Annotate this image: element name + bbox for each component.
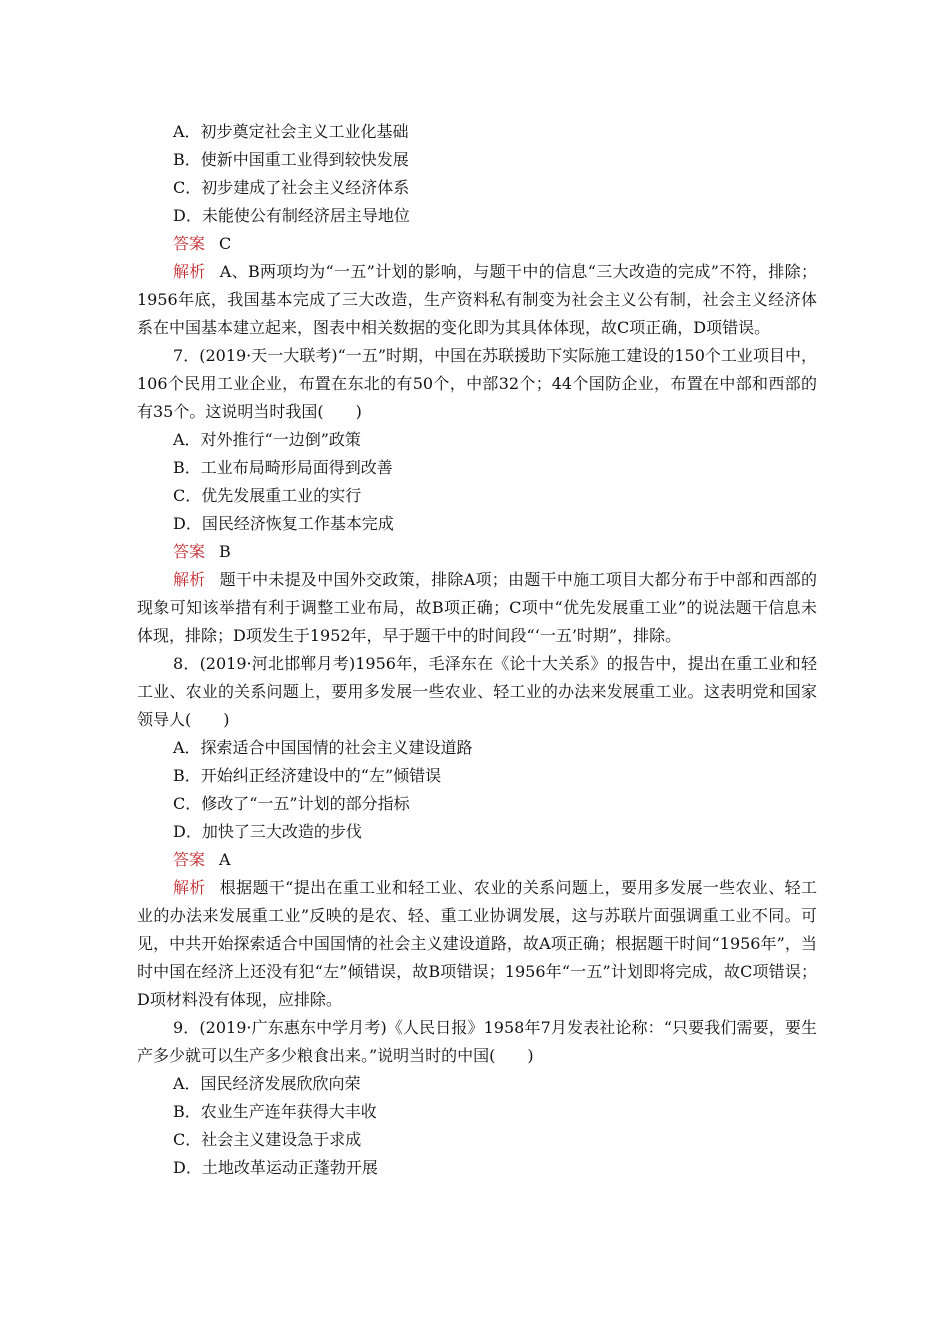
q9-stem: 9．(2019·广东惠东中学月考)《人民日报》1958年7月发表社论称：“只要我们需要，要生产多少就可以生产多少粮食出来。”说明当时的中国( ) [137, 1018, 817, 1065]
q7-answer [137, 538, 817, 566]
q6-analysis [137, 258, 817, 342]
q8-stem: 8．(2019·河北邯郸月考)1956年，毛泽东在《论十大关系》的报告中，提出在重工业和轻工业、农业的关系问题上，要用多发展一些农业、轻工业的办法来发展重工业。这表明党和国家领导人( ) [137, 654, 817, 729]
q8-option-a: A．探索适合中国国情的社会主义建设道路 [173, 738, 473, 757]
q7-analysis [137, 566, 817, 650]
page-content [137, 118, 817, 1182]
analysis-label: 解析 [173, 878, 206, 897]
analysis-label: 解析 [173, 262, 206, 281]
analysis-label: 解析 [173, 570, 206, 589]
q7-option-d: D．国民经济恢复工作基本完成 [173, 514, 394, 533]
q9-option-b: B．农业生产连年获得大丰收 [173, 1102, 377, 1121]
q8-option-b: B．开始纠正经济建设中的“左”倾错误 [173, 766, 442, 785]
q7-option-a: A．对外推行“一边倒”政策 [173, 430, 361, 449]
answer-value: C [219, 234, 232, 253]
q6-option-a: A．初步奠定社会主义工业化基础 [173, 122, 409, 141]
q9-option-d: D．土地改革运动正蓬勃开展 [173, 1158, 378, 1177]
q8-option-c: C．修改了“一五”计划的部分指标 [173, 794, 410, 813]
analysis-text: 根据题干“提出在重工业和轻工业、农业的关系问题上，要用多发展一些农业、轻工业的办法来发展重工业”反映的是农、轻、重工业协调发展，这与苏联片面强调重工业不同。可见，中共开始探索适合中国国情的社会主义建设道路，故A项正确；根据题干时间“1956年”，当时中国在经济上还没有犯“左”倾错误，故B项错误；1956年“一五”计划即将完成，故C项错误；D项材料没有体现，应排除。 [137, 878, 817, 1009]
q9-option-a: A．国民经济发展欣欣向荣 [173, 1074, 361, 1093]
q7-stem: 7．(2019·天一大联考)“一五”时期，中国在苏联援助下实际施工建设的150个工业项目中，106个民用工业企业，布置在东北的有50个，中部32个；44个国防企业，布置在中部和西部的有35个。这说明当时我国( ) [137, 346, 817, 421]
analysis-text: 题干中未提及中国外交政策，排除A项；由题干中施工项目大都分布于中部和西部的现象可知该举措有利于调整工业布局，故B项正确；C项中“优先发展重工业”的说法题干信息未体现，排除；D项发生于1952年，早于题干中的时间段“‘一五’时期”，排除。 [137, 570, 817, 645]
q6-option-b: B．使新中国重工业得到较快发展 [173, 150, 409, 169]
q8-option-d: D．加快了三大改造的步伐 [173, 822, 362, 841]
answer-value: B [219, 542, 231, 561]
q7-option-c: C．优先发展重工业的实行 [173, 486, 362, 505]
answer-label: 答案 [173, 234, 206, 253]
q8-answer [137, 846, 817, 874]
answer-value: A [219, 850, 231, 869]
q7-option-b: B．工业布局畸形局面得到改善 [173, 458, 393, 477]
q6-option-d: D．未能使公有制经济居主导地位 [173, 206, 410, 225]
answer-label: 答案 [173, 542, 206, 561]
q9-option-c: C．社会主义建设急于求成 [173, 1130, 362, 1149]
analysis-text: A、B两项均为“一五”计划的影响，与题干中的信息“三大改造的完成”不符，排除；1956年底，我国基本完成了三大改造，生产资料私有制变为社会主义公有制，社会主义经济体系在中国基本建立起来，图表中相关数据的变化即为其具体体现，故C项正确，D项错误。 [137, 262, 817, 337]
answer-label: 答案 [173, 850, 206, 869]
q8-analysis [137, 874, 817, 1014]
q6-option-c: C．初步建成了社会主义经济体系 [173, 178, 410, 197]
q6-answer [137, 230, 817, 258]
